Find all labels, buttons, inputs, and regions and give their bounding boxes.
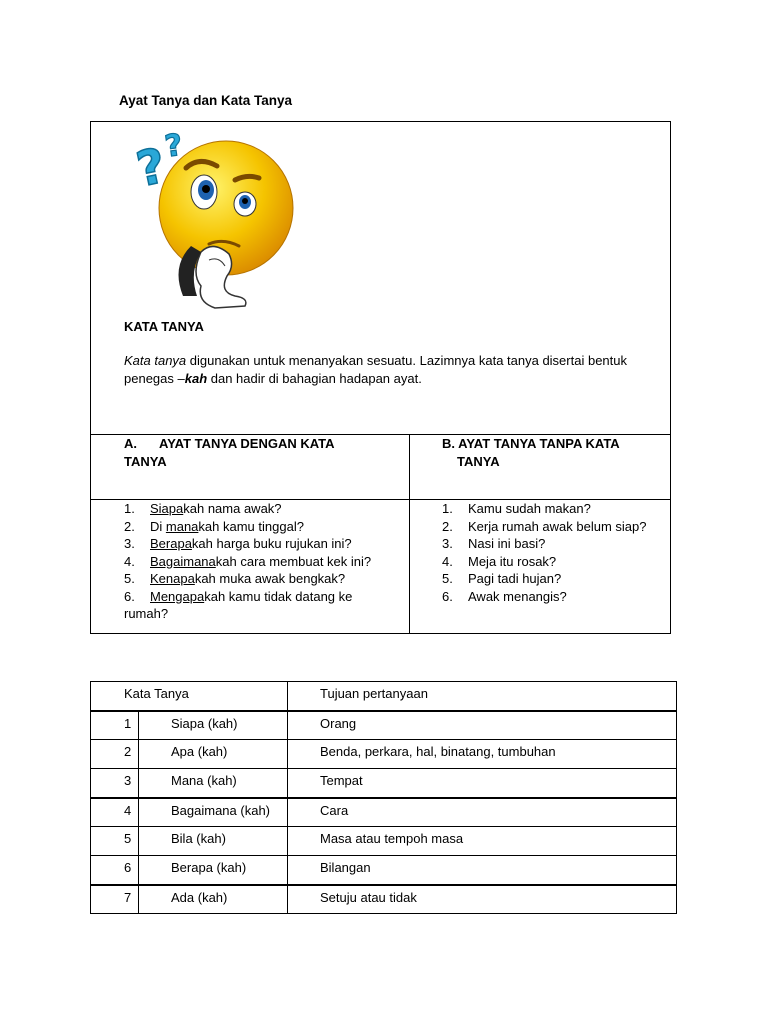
cell-text: 2 [124, 744, 132, 759]
cell-text: Kata Tanya [124, 686, 189, 701]
table-header-cell [91, 682, 288, 711]
table-row [91, 798, 677, 827]
cell-text: Siapa (kah) [171, 715, 238, 731]
table-row [91, 740, 677, 769]
list-item: 6. Mengapakah kamu tidak datang ke rumah? [124, 588, 353, 621]
list-item: 2. Di manakah kamu tinggal? [124, 518, 304, 534]
table-row [91, 885, 677, 914]
kata-tanya-definition: Kata tanya digunakan untuk menanyakan sesuatu. Lazimnya kata tanya disertai bentuk penegas –kah dan hadir di bahagian hadapan ayat. [124, 353, 627, 386]
list-item: 4. Meja itu rosak? [442, 553, 557, 569]
table-cell [139, 798, 288, 827]
cell-text: Tujuan pertanyaan [320, 686, 428, 701]
cell-text: Mana (kah) [171, 773, 237, 788]
table-cell [288, 827, 677, 856]
cell-text: 4 [124, 802, 132, 818]
list-item: 2. Kerja rumah awak belum siap? [442, 518, 647, 534]
list-without-question-word [442, 500, 667, 605]
table-cell [288, 711, 677, 740]
column-a-header: A. AYAT TANYA DENGAN KATA TANYA [124, 436, 335, 469]
table-cell [139, 769, 288, 798]
cell-text: Bilangan [320, 860, 371, 875]
list-item: 6. Awak menangis? [442, 588, 567, 604]
kata-tanya-heading: KATA TANYA [124, 319, 204, 334]
list-item: 3. Berapakah harga buku rujukan ini? [124, 536, 352, 551]
cell-text: 7 [124, 889, 132, 905]
table-header-row [91, 682, 677, 711]
cell-text: Masa atau tempoh masa [320, 831, 464, 846]
table-cell [139, 740, 288, 769]
list-item: 1. Kamu sudah makan? [442, 501, 591, 516]
table-cell [139, 711, 288, 740]
kata-tanya-box [90, 121, 671, 634]
table-cell [139, 885, 288, 914]
cell-text: Berapa (kah) [171, 860, 247, 875]
table-row [91, 769, 677, 798]
kata-tanya-table [90, 681, 677, 914]
cell-text: Benda, perkara, hal, binatang, tumbuhan [320, 744, 556, 759]
table-cell [91, 740, 139, 769]
table-cell [288, 885, 677, 914]
table-cell [91, 885, 139, 914]
list-item: 3. Nasi ini basi? [442, 536, 546, 551]
table-cell [288, 798, 677, 827]
table-row [91, 711, 677, 740]
cell-text: Cara [320, 802, 349, 818]
list-item: 4. Bagaimanakah cara membuat kek ini? [124, 553, 372, 569]
cell-text: Tempat [320, 773, 363, 788]
list-item: 5. Pagi tadi hujan? [442, 571, 562, 586]
cell-text: Ada (kah) [171, 889, 228, 905]
table-cell [91, 856, 139, 885]
list-item: 1. Siapakah nama awak? [124, 501, 282, 516]
table-cell [288, 856, 677, 885]
cell-text: 6 [124, 860, 132, 875]
column-b-header: B. AYAT TANYA TANPA KATA TANYA [442, 436, 620, 469]
cell-text: Bila (kah) [171, 831, 226, 846]
cell-text: 5 [124, 831, 132, 846]
cell-text: Setuju atau tidak [320, 889, 417, 905]
thinking-emoji-icon [131, 126, 301, 312]
cell-text: 1 [124, 715, 132, 731]
table-cell [288, 769, 677, 798]
column-divider [409, 434, 410, 634]
list-with-question-word [124, 500, 404, 623]
svg-text:?: ? [162, 127, 185, 165]
table-header-cell [288, 682, 677, 711]
table-row [91, 856, 677, 885]
cell-text: Bagaimana (kah) [171, 802, 270, 818]
cell-text: Orang [320, 715, 357, 731]
table-cell [139, 856, 288, 885]
cell-text: Apa (kah) [171, 744, 228, 759]
table-cell [91, 711, 139, 740]
svg-text:?: ? [131, 137, 171, 199]
table-cell [91, 827, 139, 856]
table-cell [91, 769, 139, 798]
table-cell [139, 827, 288, 856]
table-cell [91, 798, 139, 827]
document-title: Ayat Tanya dan Kata Tanya [119, 93, 293, 108]
table-row [91, 827, 677, 856]
list-item: 5. Kenapakah muka awak bengkak? [124, 571, 346, 586]
cell-text: 3 [124, 773, 132, 788]
table-cell [288, 740, 677, 769]
